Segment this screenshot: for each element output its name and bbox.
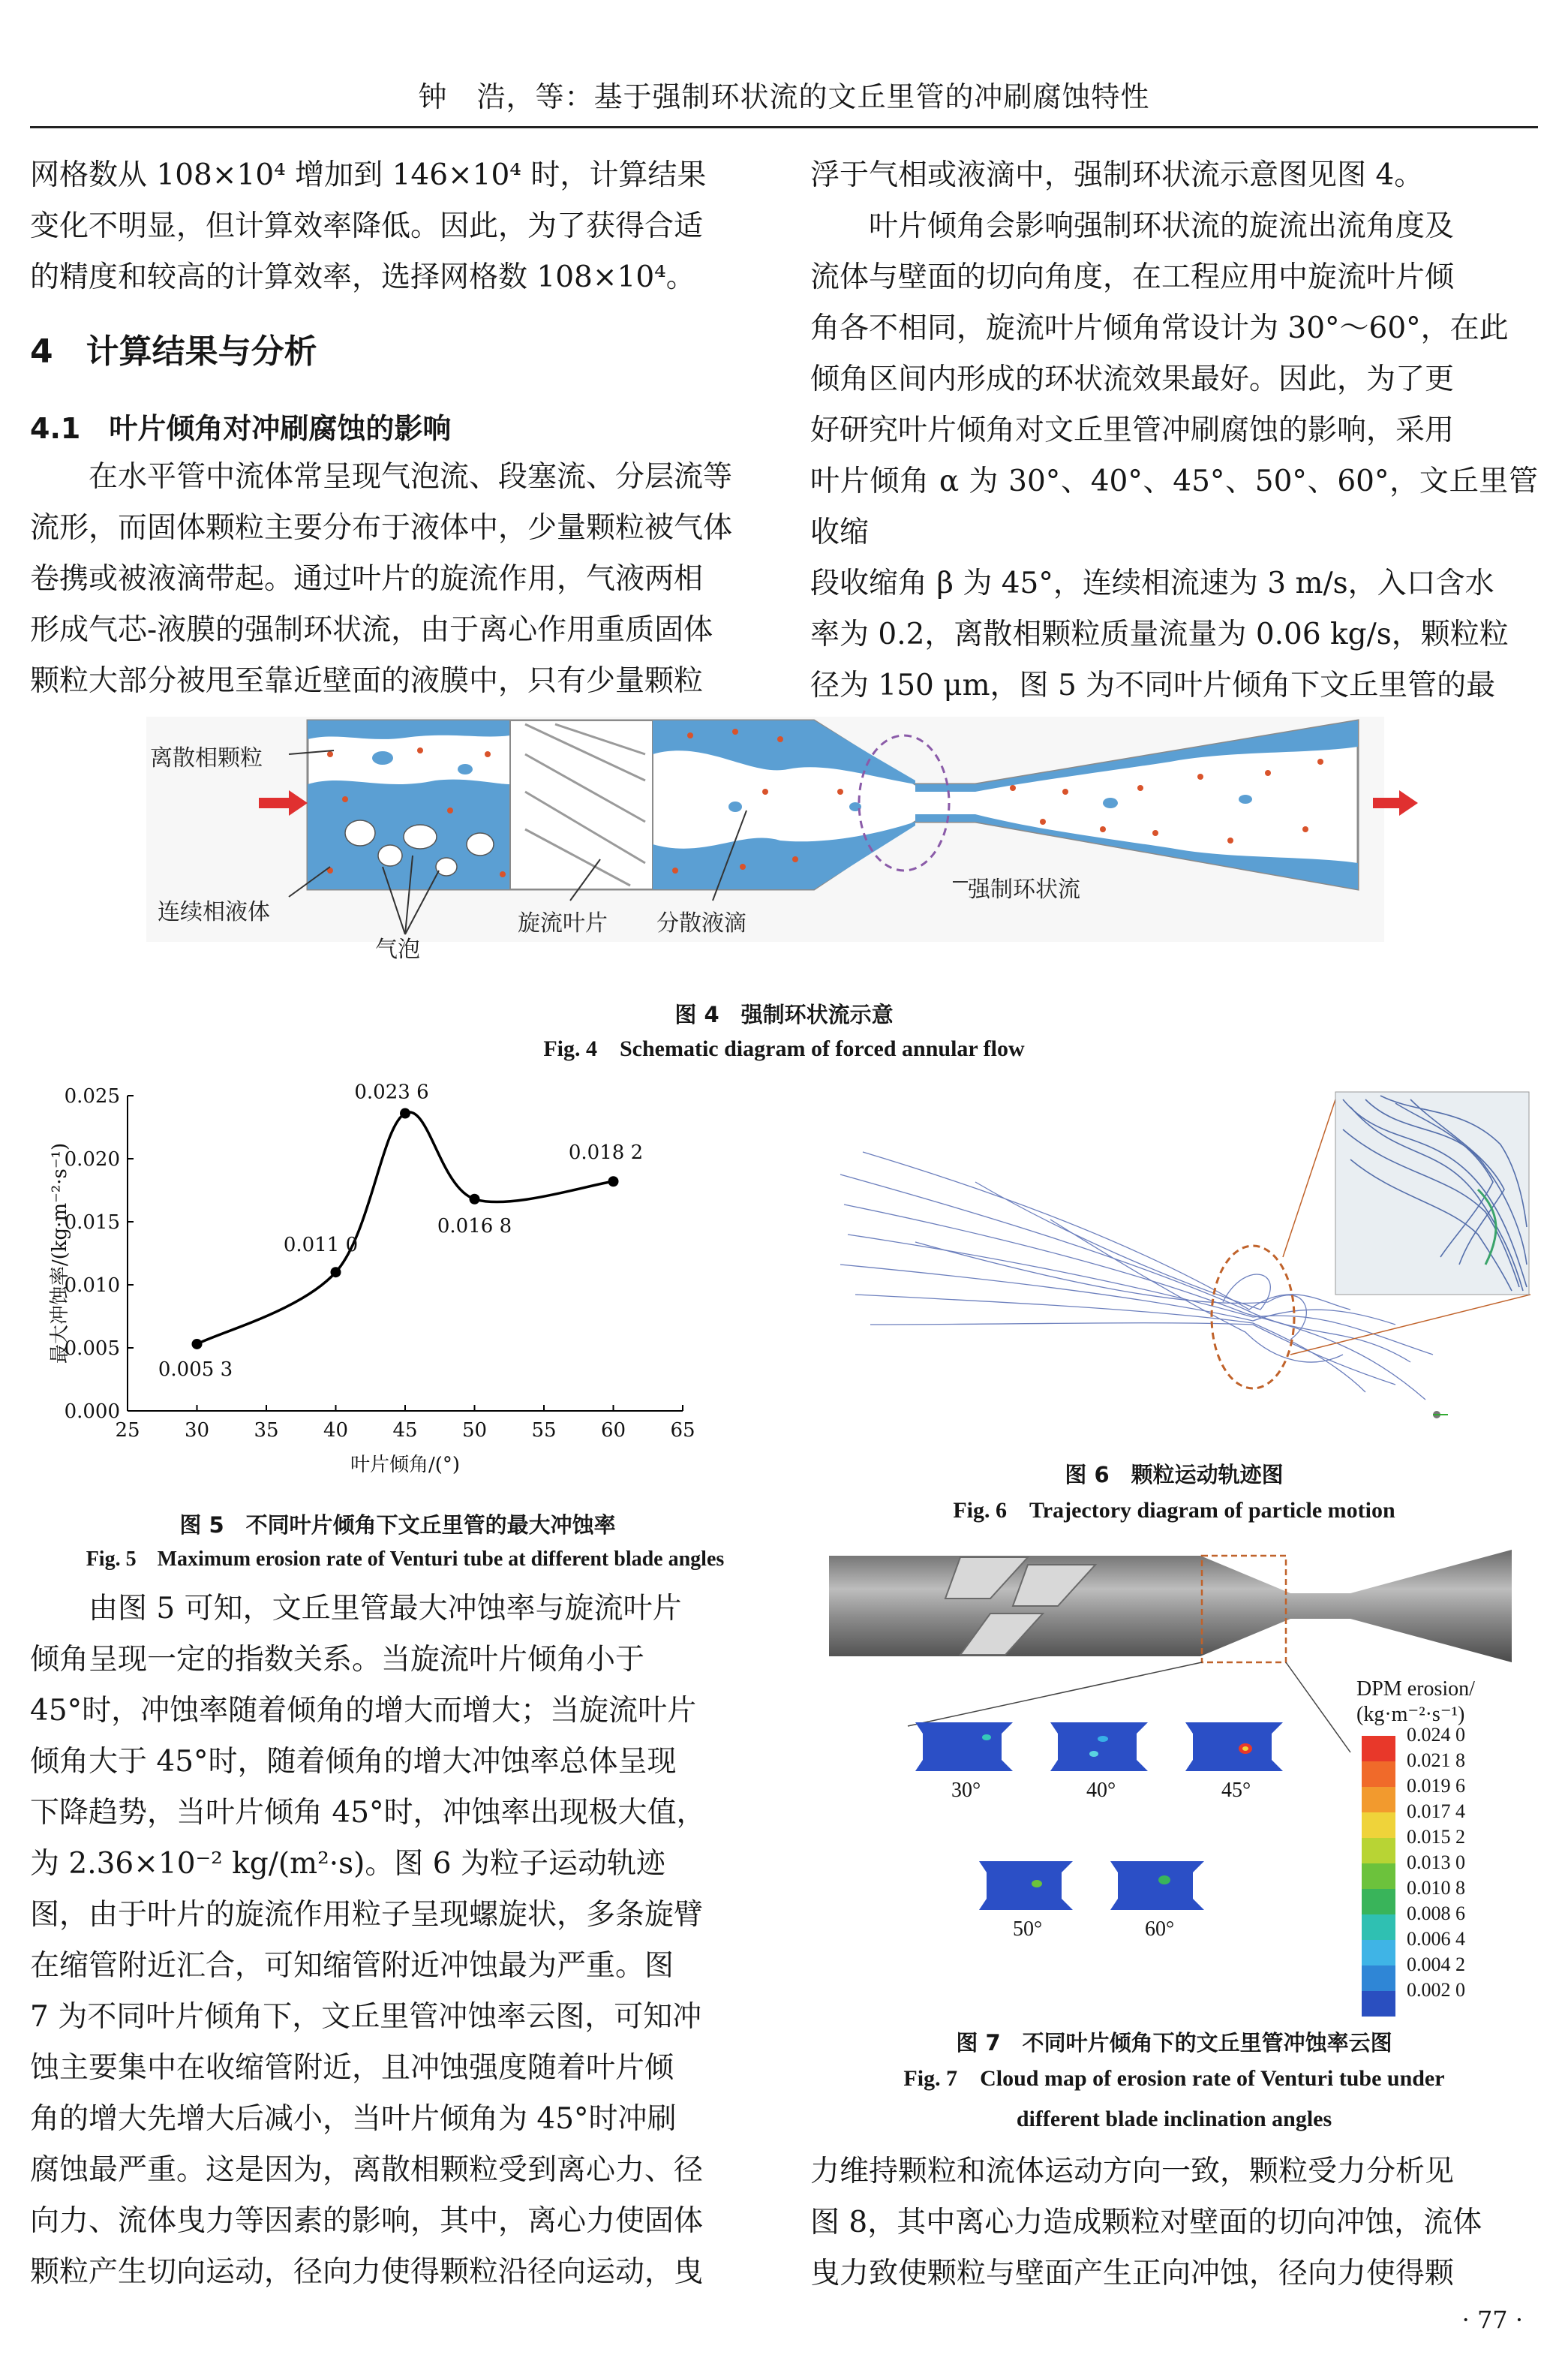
legend-swatch: [1362, 1914, 1395, 1940]
map-50: [979, 1861, 1073, 1910]
fig5-caption-en: Fig. 5 Maximum erosion rate of Venturi tube at different blade angles: [86, 1547, 725, 1571]
text-line: 图，由于叶片的旋流作用粒子呈现螺旋状，多条旋臂: [30, 1898, 704, 1932]
text-line: 的精度和较高的计算效率，选择网格数 108×10⁴。: [30, 260, 695, 294]
x-tick-label: 25: [115, 1419, 140, 1442]
text-line: 力维持颗粒和流体运动方向一致，颗粒受力分析见: [810, 2155, 1455, 2188]
legend-swatch: [1362, 1940, 1395, 1965]
legend-value: 0.008 6: [1407, 1902, 1465, 1924]
fig6-caption-cn: 图 6 颗粒运动轨迹图: [1065, 1462, 1284, 1487]
text-line: 曳力致使颗粒与壁面产生正向冲蚀，径向力使得颗: [810, 2257, 1455, 2290]
color-legend-bar: [1362, 1736, 1395, 2017]
text-line: 下降趋势，当叶片倾角 45°时，冲蚀率出现极大值，: [30, 1796, 706, 1830]
right-column-top: [810, 150, 1538, 762]
data-point: [400, 1108, 410, 1119]
map-40: [1050, 1722, 1148, 1771]
fig7-caption-en-2: different blade inclination angles: [1016, 2107, 1332, 2131]
x-tick-label: 40: [323, 1419, 349, 1442]
legend-swatch: [1362, 1812, 1395, 1838]
chart-ticks: [65, 1085, 695, 1442]
section-heading-4-1: 4.1 叶片倾角对冲刷腐蚀的影响: [30, 412, 452, 445]
data-label: 0.005 3: [158, 1358, 233, 1381]
x-tick-label: 55: [531, 1419, 557, 1442]
droplet: [1239, 795, 1252, 804]
y-tick-label: 0.015: [64, 1211, 120, 1234]
fig6-caption-en: Fig. 6 Trajectory diagram of particle motion: [953, 1498, 1395, 1523]
fig4-caption-en: Fig. 4 Schematic diagram of forced annular flow: [543, 1036, 1025, 1061]
label-forced-annular: 强制环状流: [968, 877, 1080, 903]
erosion-rate-chart: [45, 1081, 765, 1501]
legend-value: 0.013 0: [1407, 1851, 1465, 1873]
text-line: 形成气芯-液膜的强制环状流，由于离心作用重质固体: [30, 613, 713, 647]
text-line: 流体与壁面的切向角度，在工程应用中旋流叶片倾: [810, 260, 1455, 294]
legend-value: 0.015 2: [1407, 1826, 1465, 1848]
x-tick-label: 45: [392, 1419, 418, 1442]
text-line: 倾角区间内形成的环状流效果最好。因此，为了更: [810, 362, 1455, 396]
map-60: [1110, 1861, 1204, 1910]
y-tick-label: 0.010: [64, 1274, 120, 1297]
legend-value: 0.010 8: [1407, 1877, 1465, 1899]
legend-value: 0.002 0: [1407, 1979, 1465, 2001]
text-line: 腐蚀最严重。这是因为，离散相颗粒受到离心力、径: [30, 2153, 704, 2187]
x-tick-label: 30: [184, 1419, 210, 1442]
text-line: 颗粒产生切向运动，径向力使得颗粒沿径向运动，曳: [30, 2255, 704, 2289]
legend-swatch: [1362, 1838, 1395, 1863]
text-line: 段收缩角 β 为 45°，连续相流速为 3 m/s，入口含水: [810, 567, 1494, 600]
legend-swatch: [1362, 1863, 1395, 1889]
data-point: [192, 1339, 203, 1349]
x-tick-label: 65: [670, 1419, 695, 1442]
fig7-caption-en-1: Fig. 7 Cloud map of erosion rate of Venturi tube under: [903, 2066, 1445, 2091]
data-point: [608, 1176, 619, 1186]
legend-value: 0.019 6: [1407, 1775, 1465, 1797]
y-axis-label: 最大冲蚀率/(kg·m⁻²·s⁻¹): [49, 1142, 71, 1364]
page-number: · 77 ·: [1461, 2305, 1523, 2334]
text-line: 45°时，冲蚀率随着倾角的增大而增大；当旋流叶片: [30, 1694, 697, 1728]
figure-7: [810, 1542, 1538, 2023]
text-line: 倾角大于 45°时，随着倾角的增大冲蚀率总体呈现: [30, 1745, 677, 1779]
label-bubble: 气泡: [375, 937, 420, 963]
angle-label-50: 50°: [1013, 1917, 1043, 1941]
text-line: 网格数从 108×10⁴ 增加到 146×10⁴ 时，计算结果: [30, 158, 707, 192]
data-label: 0.011 0: [283, 1234, 359, 1257]
y-tick-label: 0.000: [64, 1400, 120, 1423]
legend-swatch: [1362, 1965, 1395, 1991]
label-dispersed-droplet: 分散液滴: [656, 910, 746, 937]
legend-swatch: [1362, 1787, 1395, 1812]
angle-label-45: 45°: [1221, 1779, 1251, 1802]
left-column-para: [30, 452, 758, 707]
text-line: 由图 5 可知，文丘里管最大冲蚀率与旋流叶片: [89, 1592, 682, 1626]
text-line: 角各不相同，旋流叶片倾角常设计为 30°～60°，在此: [810, 311, 1509, 345]
fig4-caption-cn: 图 4 强制环状流示意: [674, 1002, 894, 1027]
legend-swatch: [1362, 1889, 1395, 1914]
figure-6: [825, 1084, 1530, 1430]
text-line: 7 为不同叶片倾角下，文丘里管冲蚀率云图，可知冲: [30, 2000, 702, 2034]
legend-value: 0.024 0: [1407, 1724, 1465, 1746]
text-line: 卷携或被液滴带起。通过叶片的旋流作用，气液两相: [30, 562, 704, 596]
legend-swatch: [1362, 1991, 1395, 2017]
cloud-maps: [915, 1722, 1283, 1910]
map-30: [915, 1722, 1013, 1771]
data-labels: [158, 1081, 643, 1381]
legend-title: DPM erosion/ (kg·m⁻²·s⁻¹): [1356, 1677, 1475, 1726]
y-tick-label: 0.005: [64, 1337, 120, 1360]
data-label: 0.016 8: [437, 1214, 512, 1238]
label-discrete-particles: 离散相颗粒: [150, 745, 263, 771]
text-line: 径为 150 μm，图 5 为不同叶片倾角下文丘里管的最: [810, 669, 1496, 702]
bubble: [467, 833, 494, 856]
data-label: 0.023 6: [354, 1081, 429, 1104]
text-line: 颗粒大部分被甩至靠近壁面的液膜中，只有少量颗粒: [30, 664, 704, 698]
data-point: [331, 1267, 341, 1277]
series-line: [197, 1112, 614, 1344]
figure-5-chart: [45, 1081, 765, 1501]
legend-swatch: [1362, 1736, 1395, 1761]
particle-trajectory-image: [825, 1084, 1530, 1430]
legend-value: 0.004 2: [1407, 1953, 1465, 1975]
series-points: [192, 1108, 619, 1349]
text-line: 在水平管中流体常呈现气泡流、段塞流、分层流等: [89, 460, 733, 494]
figure-4: [30, 709, 1538, 979]
bubble: [378, 845, 402, 866]
y-tick-label: 0.025: [64, 1085, 120, 1108]
text-line: 率为 0.2，离散相颗粒质量流量为 0.06 kg/s，颗粒粒: [810, 618, 1509, 651]
legend-value: 0.021 8: [1407, 1749, 1465, 1771]
label-swirl-vane: 旋流叶片: [518, 910, 608, 937]
y-tick-label: 0.020: [64, 1148, 120, 1171]
running-header: 钟 浩，等：基于强制环状流的文丘里管的冲刷腐蚀特性: [418, 80, 1150, 113]
text-line: 流形，而固体颗粒主要分布于液体中，少量颗粒被气体: [30, 511, 733, 545]
left-column-bottom: [30, 1583, 758, 2298]
droplet: [728, 802, 742, 812]
text-line: 叶片倾角 α 为 30°、40°、45°、50°、60°，文丘里管收缩: [810, 465, 1538, 549]
legend-swatch: [1362, 1761, 1395, 1787]
droplet: [372, 751, 393, 765]
bubble: [345, 820, 375, 846]
angle-label-40: 40°: [1086, 1779, 1116, 1802]
text-line: 浮于气相或液滴中，强制环状流示意图见图 4。: [810, 158, 1424, 192]
bubble: [436, 858, 457, 876]
x-tick-label: 60: [600, 1419, 626, 1442]
text-line: 蚀主要集中在收缩管附近，且冲蚀强度随着叶片倾: [30, 2051, 674, 2085]
text-line: 向力、流体曳力等因素的影响，其中，离心力使固体: [30, 2204, 704, 2238]
droplet: [1103, 798, 1118, 808]
angle-label-30: 30°: [951, 1779, 981, 1802]
fig5-caption-cn: 图 5 不同叶片倾角下文丘里管的最大冲蚀率: [179, 1512, 616, 1538]
label-continuous-liquid: 连续相液体: [158, 899, 270, 925]
right-column-bottom: [810, 2146, 1538, 2299]
legend-value: 0.017 4: [1407, 1800, 1465, 1822]
text-line: 为 2.36×10⁻² kg/(m²·s)。图 6 为粒子运动轨迹: [30, 1847, 665, 1881]
header-rule: [30, 126, 1538, 128]
text-line: 叶片倾角会影响强制环状流的旋流出流角度及: [869, 209, 1455, 243]
x-axis-label: 叶片倾角/(°): [350, 1454, 461, 1476]
zoom-inset: [1335, 1092, 1529, 1295]
text-line: 变化不明显，但计算效率降低。因此，为了获得合适: [30, 209, 704, 243]
fig7-caption-cn: 图 7 不同叶片倾角下的文丘里管冲蚀率云图: [956, 2030, 1392, 2056]
x-tick-label: 50: [461, 1419, 488, 1442]
bubble: [404, 825, 437, 849]
legend-value: 0.006 4: [1407, 1928, 1465, 1950]
text-line: 好研究叶片倾角对文丘里管冲刷腐蚀的影响，采用: [810, 414, 1455, 447]
section-heading-4: 4 计算结果与分析: [30, 332, 317, 371]
swirl-vane-section: [510, 720, 653, 889]
text-line: 角的增大先增大后减小，当叶片倾角为 45°时冲刷: [30, 2102, 677, 2136]
text-line: 在缩管附近汇合，可知缩管附近冲蚀最为严重。图: [30, 1949, 674, 1983]
droplet: [458, 764, 473, 774]
data-point: [470, 1194, 480, 1205]
venturi-tube-3d: [829, 1550, 1512, 1662]
data-label: 0.018 2: [568, 1141, 644, 1165]
map-45: [1185, 1722, 1283, 1771]
left-column-top: [30, 150, 758, 303]
angle-label-60: 60°: [1145, 1917, 1175, 1941]
x-tick-label: 35: [254, 1419, 279, 1442]
text-line: 倾角呈现一定的指数关系。当旋流叶片倾角小于: [30, 1643, 645, 1677]
text-line: 图 8，其中离心力造成颗粒对壁面的切向冲蚀，流体: [810, 2206, 1482, 2239]
